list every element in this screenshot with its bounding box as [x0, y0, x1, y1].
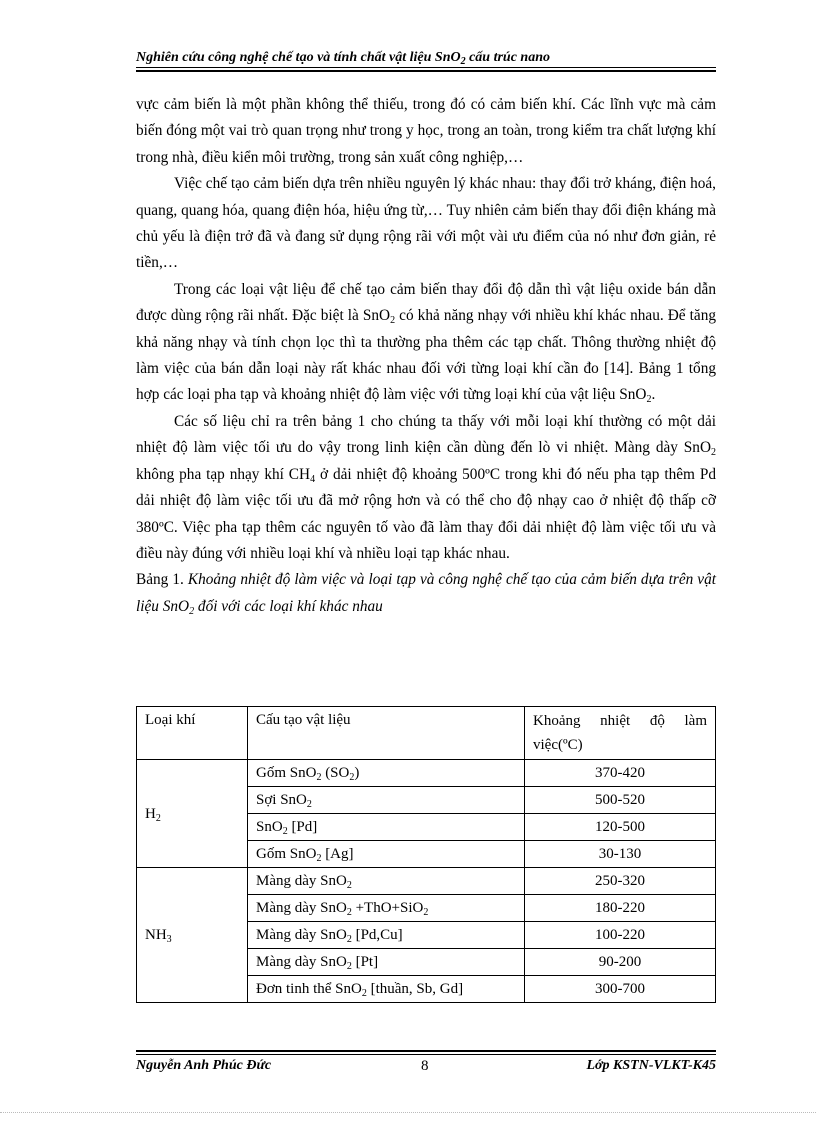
- table-caption: Bảng 1. Khoảng nhiệt độ làm việc và loại tạp và công nghệ chế tạo của cảm biến dựa trên vật liệu SnO$_2$ đối với các loại khí khác nhau: [136, 571, 716, 617]
- table-header-cell: Cấu tạo vật liệu: [248, 707, 525, 760]
- paragraph-1: vực cảm biến là một phần không thể thiếu, trong đó có cảm biến khí. Các lĩnh vực mà cảm biến đóng một vai trò quan trọng như trong y học, trong an toàn, trong kiểm tra chất lượng khí trong nhà, điều kiển môi trường, trong sản xuất công nghiệp,…: [136, 96, 716, 166]
- material-cell: Màng dày SnO$_2$ [Pt]: [248, 949, 525, 976]
- paragraph-4: Các số liệu chỉ ra trên bảng 1 cho chúng ta thấy với mỗi loại khí thường có một dải nhiệt độ làm việc tối ưu do vậy trong linh kiện cần dùng đến lò vi nhiệt. Màng dày SnO$_2$ không pha tạp nhạy khí $CH_4$ ở dải nhiệt độ khoảng 500ºC trong khi đó nếu pha tạp thêm Pd dải nhiệt độ làm việc tối ưu đã mở rộng hơn và có thể cho độ nhạy cao ở nhiệt độ thấp cỡ 380ºC. Việc pha tạp thêm các nguyên tố vào đã làm thay đổi dải nhiệt độ làm việc tối ưu và điều này đúng với nhiều loại khí và nhiều loại tạp khác nhau.: [136, 412, 717, 562]
- footer-class: Lớp KSTN-VLKT-K45: [586, 1058, 716, 1073]
- range-cell: 180-220: [525, 895, 716, 922]
- body-text: [136, 92, 716, 620]
- table-header-cell: Khoảng nhiệt độ làm việc(ºC): [525, 707, 716, 760]
- page-number: 8: [421, 1058, 429, 1074]
- material-cell: SnO$_2$ [Pd]: [248, 814, 525, 841]
- table-row: [137, 760, 716, 787]
- paragraph-2: Việc chế tạo cảm biến dựa trên nhiều nguyên lý khác nhau: thay đổi trở kháng, điện hoá, quang, quang hóa, quang điện hóa, hiệu ứng từ,… Tuy nhiên cảm biến thay đổi điện kháng mà chủ yếu là điện trở đã và đang sử dụng rộng rãi với một vài ưu điểm của nó như đơn giản, rẻ tiền,…: [136, 175, 716, 272]
- paragraph-3: Trong các loại vật liệu để chế tạo cảm biến thay đổi độ dẫn thì vật liệu oxide bán dẫn được dùng rộng rãi nhất. Đặc biệt là SnO$_2$ có khả năng nhạy với nhiều khí khác nhau. Để tăng khả năng nhạy và tính chọn lọc thì ta thường pha thêm các tạp chất. Thông thường nhiệt độ làm việc của bán dẫn loại này rất khác nhau đối với từng loại khí cần đo [14]. Bảng 1 tổng hợp các loại pha tạp và khoảng nhiệt độ làm việc với từng loại khí của vật liệu SnO$_2$.: [136, 280, 716, 406]
- footer-author: Nguyễn Anh Phúc Đức: [136, 1058, 272, 1073]
- material-cell: Gốm SnO$_2$ $(SO_2)$: [248, 760, 525, 787]
- footer-rule-bottom: [136, 1054, 716, 1055]
- table-header-cell: Loại khí: [137, 707, 248, 760]
- running-header: Nghiên cứu công nghệ chế tạo và tính chất vật liệu SnO$_2$ cấu trúc nano: [136, 50, 551, 67]
- range-cell: 250-320: [525, 868, 716, 895]
- footer-rule-top: [136, 1050, 716, 1052]
- material-cell: Sợi SnO$_2$: [248, 787, 525, 814]
- material-cell: Gốm SnO$_2$ [Ag]: [248, 841, 525, 868]
- range-cell: 30-130: [525, 841, 716, 868]
- material-cell: Màng dày SnO$_2$: [248, 868, 525, 895]
- range-cell: 500-520: [525, 787, 716, 814]
- header-rule-top: [136, 67, 716, 68]
- data-table: [136, 706, 716, 1003]
- gas-cell: $H_2$: [137, 760, 248, 868]
- range-cell: 300-700: [525, 976, 716, 1003]
- material-cell: Màng dày SnO$_2$ [Pd,Cu]: [248, 922, 525, 949]
- range-cell: 100-220: [525, 922, 716, 949]
- page-edge: [0, 1112, 816, 1113]
- range-cell: 370-420: [525, 760, 716, 787]
- header-rule-bottom: [136, 70, 716, 72]
- gas-cell: $NH_3$: [137, 868, 248, 1003]
- material-cell: Đơn tinh thể SnO$_2$ [thuần, Sb, Gd]: [248, 976, 525, 1003]
- range-cell: 90-200: [525, 949, 716, 976]
- range-cell: 120-500: [525, 814, 716, 841]
- table-header-row: [137, 707, 716, 760]
- table-row: [137, 868, 716, 895]
- material-cell: Màng dày SnO$_2$ +ThO+SiO$_2$: [248, 895, 525, 922]
